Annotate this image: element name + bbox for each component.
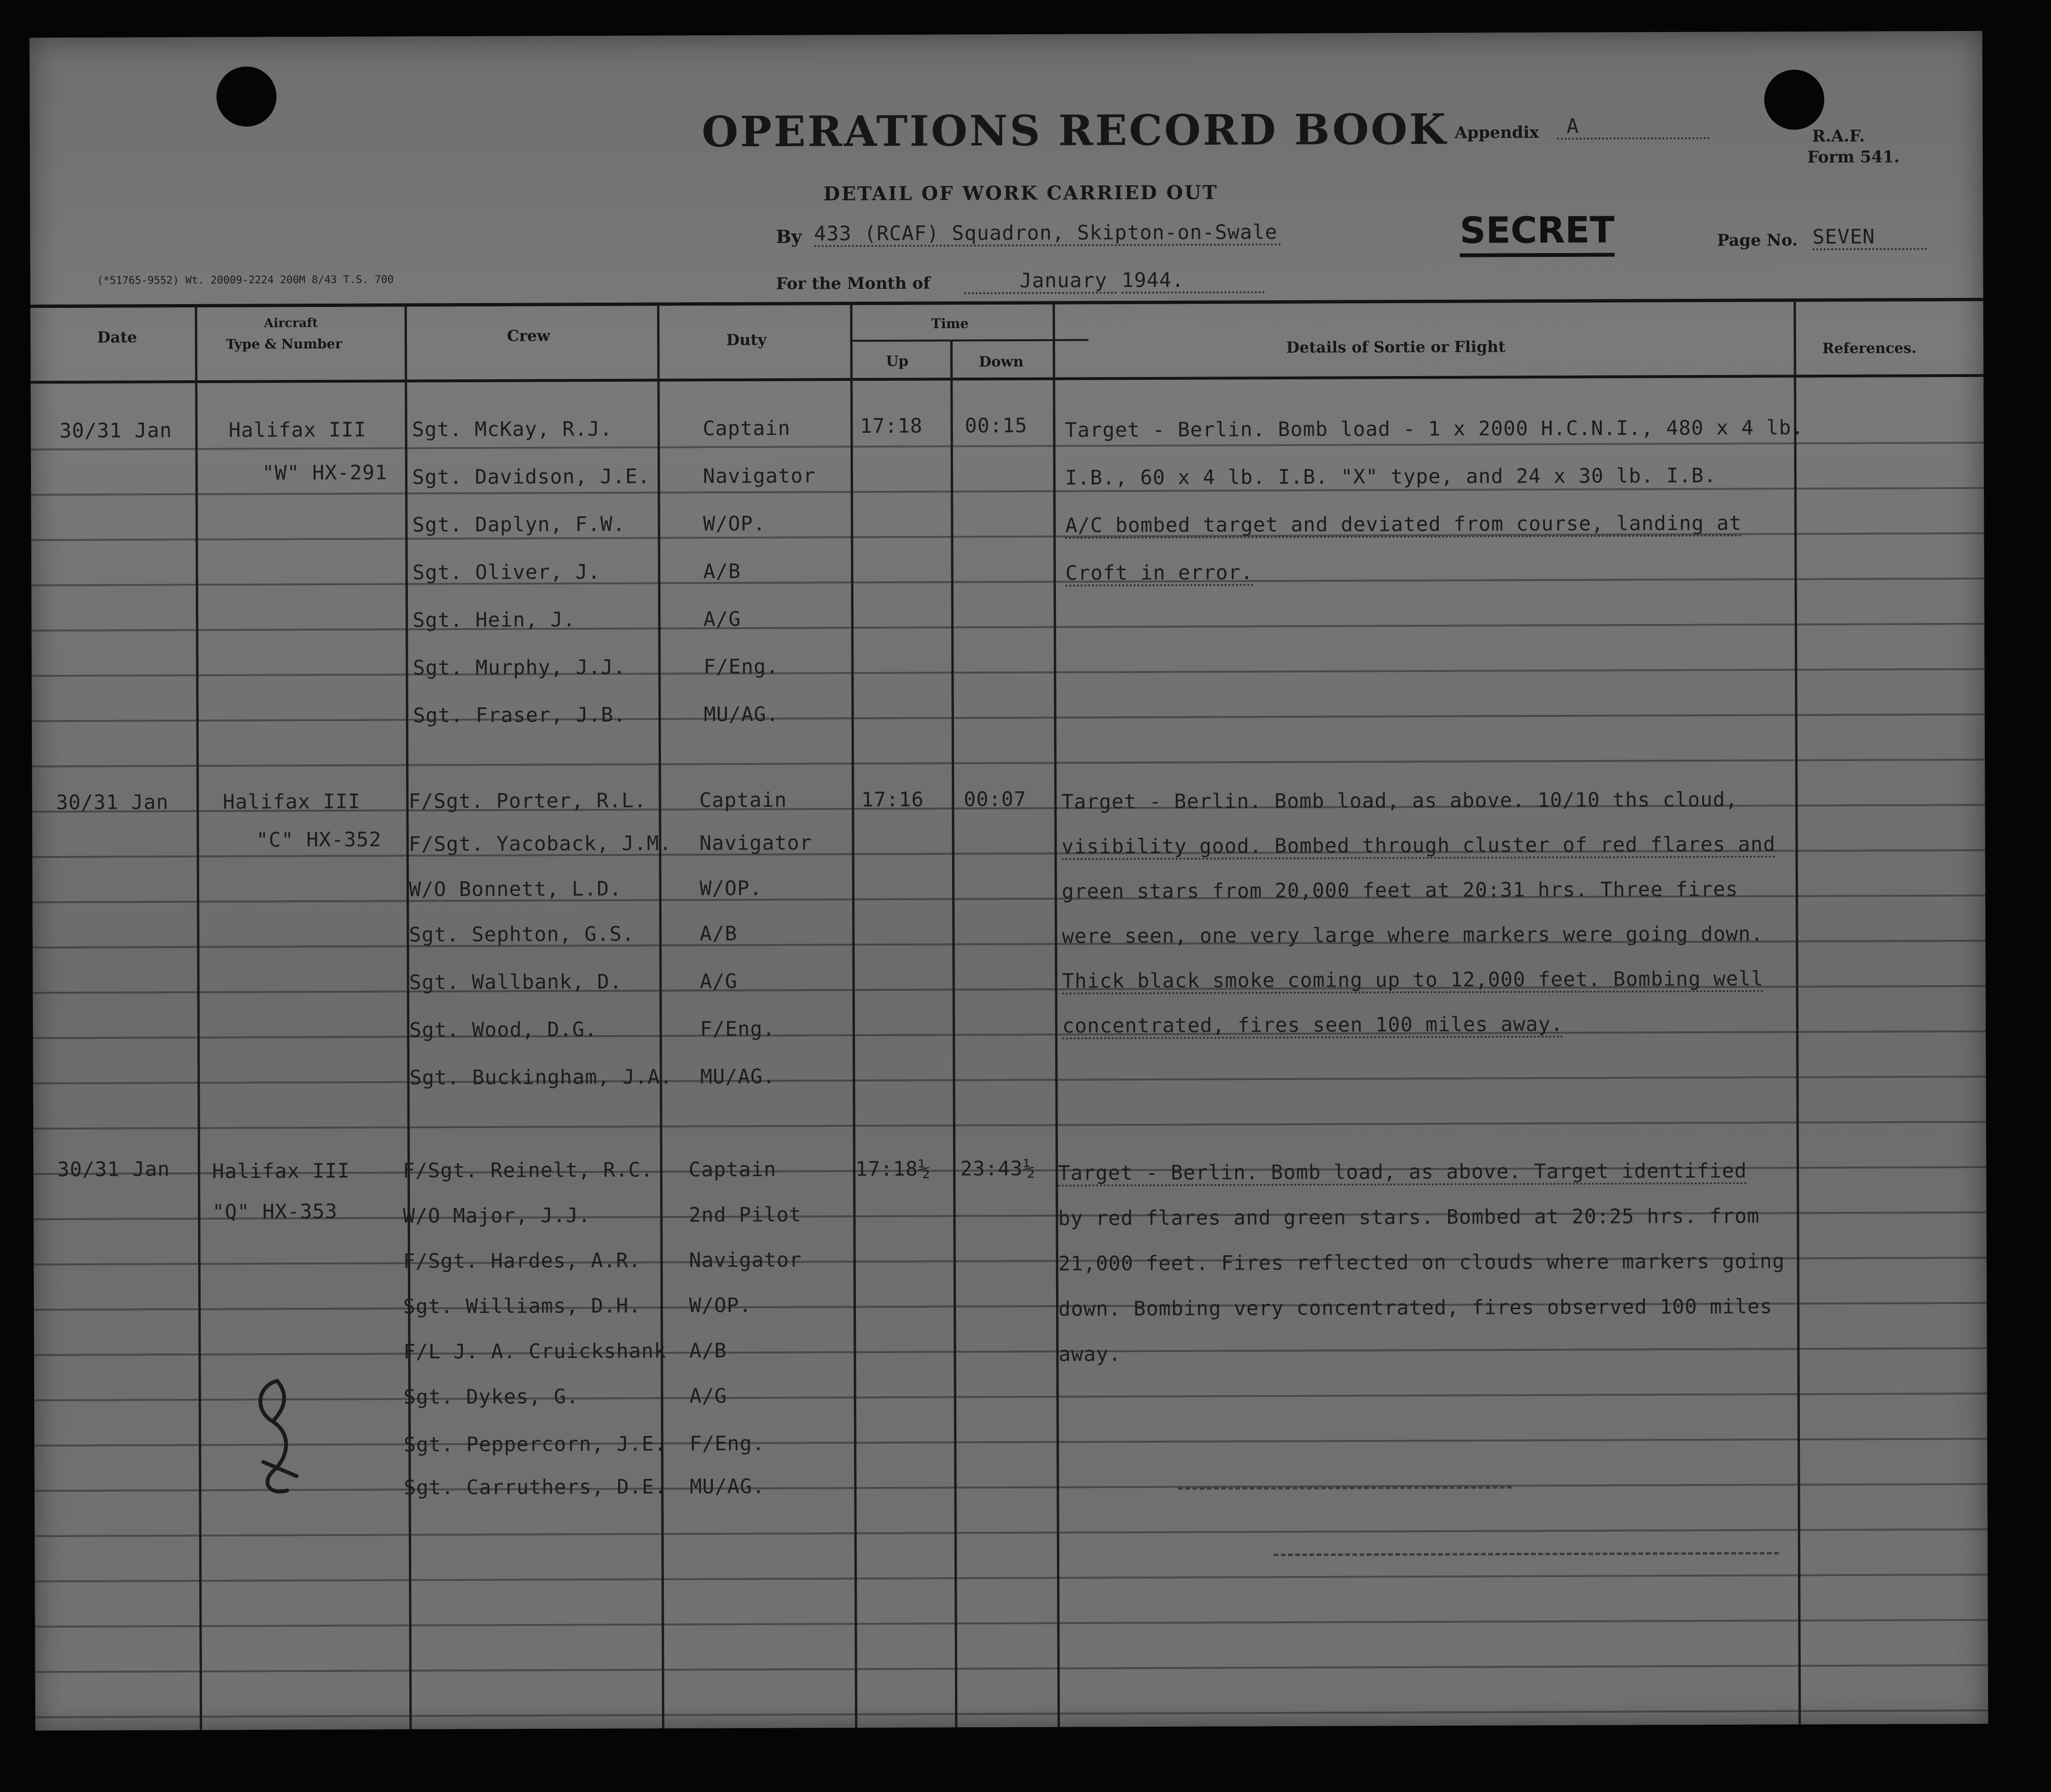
record-sheet (30, 31, 1988, 1731)
crew-duty: W/OP. (689, 1293, 752, 1317)
ruled-line (35, 1710, 1988, 1718)
ruled-line (33, 1030, 1986, 1039)
divider-date (195, 304, 202, 1730)
crew-duty: MU/AG. (690, 1474, 765, 1498)
table-top-rule (30, 298, 1983, 308)
ruled-line (32, 759, 1985, 767)
ruled-line (33, 1076, 1986, 1084)
sortie-date: 30/31 Jan (56, 790, 169, 814)
crew-duty: F/Eng. (690, 1431, 765, 1456)
details-line: I.B., 60 x 4 lb. I.B. "X" type, and 24 x 30 lb. I.B. (1065, 463, 1717, 489)
crew-name: F/Sgt. Yacoback, J.M. (408, 831, 672, 856)
divider-aircraft (405, 303, 412, 1729)
squadron-field: 433 (RCAF) Squadron, Skipton-on-Swale (814, 220, 1281, 247)
col-crew: Crew (507, 326, 550, 345)
crew-duty: A/B (703, 559, 741, 583)
crew-duty: W/OP. (699, 876, 762, 900)
divider-down (1053, 301, 1060, 1727)
time-down: 00:15 (965, 413, 1028, 438)
crew-name: Sgt. Murphy, J.J. (413, 655, 626, 680)
crew-name: W/O Major, J.J. (403, 1203, 591, 1228)
details-line: Target - Berlin. Bomb load, as above. Target identified (1058, 1159, 1747, 1187)
handwritten-initial-mark (244, 1376, 311, 1500)
details-line: 21,000 feet. Fires reflected on clouds where markers going (1058, 1249, 1785, 1275)
month-label: For the Month of (776, 274, 930, 294)
crew-name: F/Sgt. Hardes, A.R. (403, 1248, 641, 1273)
crew-name: F/Sgt. Porter, R.L. (408, 788, 647, 813)
page-subtitle: DETAIL OF WORK CARRIED OUT (823, 181, 1218, 205)
ruled-line (31, 442, 1984, 450)
crew-name: Sgt. Hein, J. (412, 608, 576, 632)
secret-stamp: SECRET (1460, 209, 1614, 257)
details-line: concentrated, fires seen 100 miles away. (1062, 1012, 1564, 1039)
time-up: 17:18 (860, 414, 923, 438)
crew-duty: A/B (689, 1339, 727, 1363)
ruled-line (31, 623, 1984, 631)
crew-name: F/L J. A. Cruickshank (403, 1339, 667, 1364)
crew-duty: MU/AG. (703, 702, 779, 726)
aircraft-number: "W" HX-291 (262, 460, 387, 485)
aircraft-type: Halifax III (228, 417, 366, 442)
ruled-line (35, 1664, 1988, 1673)
year-field: 1944. (1122, 268, 1265, 294)
crew-duty: MU/AG. (700, 1064, 776, 1089)
crew-name: Sgt. Oliver, J. (412, 560, 601, 584)
crew-name: Sgt. Buckingham, J.A. (409, 1065, 673, 1089)
crew-name: Sgt. Fraser, J.B. (413, 703, 626, 727)
col-time-up: Up (886, 353, 909, 370)
details-line: visibility good. Bombed through cluster of red flares and (1062, 832, 1776, 860)
page-number-field: SEVEN (1812, 224, 1927, 250)
crew-duty: Navigator (702, 464, 816, 488)
sortie-date: 30/31 Jan (59, 418, 173, 442)
aircraft-number: "Q" HX-353 (212, 1199, 338, 1223)
form-line-1: R.A.F. (1812, 126, 1865, 146)
details-line: A/C bombed target and deviated from course, landing at (1065, 511, 1742, 539)
crew-duty: A/B (700, 921, 738, 946)
col-aircraft-line1: Aircraft (264, 316, 318, 331)
by-label: By (776, 225, 802, 247)
col-aircraft-line2: Type & Number (226, 336, 343, 352)
details-line: Target - Berlin. Bomb load, as above. 10/10 ths cloud, (1061, 787, 1738, 814)
ruled-line (35, 1619, 1988, 1628)
details-line: Thick black smoke coming up to 12,000 feet. Bombing well (1062, 967, 1764, 994)
ruled-line (35, 1528, 1988, 1537)
details-line: green stars from 20,000 feet at 20:31 hrs. Three fires (1061, 877, 1738, 903)
ruled-line (33, 1121, 1986, 1130)
col-date: Date (97, 328, 137, 346)
details-line: down. Bombing very concentrated, fires observed 100 miles (1058, 1294, 1773, 1321)
crew-duty: Captain (702, 416, 791, 440)
dotted-trail (1178, 1486, 1512, 1489)
details-line: by red flares and green stars. Bombed at 20:25 hrs. from (1058, 1204, 1760, 1230)
crew-duty: 2nd Pilot (689, 1202, 802, 1227)
crew-duty: Captain (689, 1157, 777, 1181)
col-time: Time (931, 316, 969, 332)
ruled-line (34, 1438, 1987, 1446)
header-bottom-rule (30, 374, 1983, 384)
print-code: (*51765-9552) Wt. 20009-2224 200M 8/43 T.S. 700 (97, 274, 394, 287)
aircraft-type: Halifax III (212, 1159, 350, 1183)
crew-name: Sgt. Daplyn, F.W. (412, 512, 626, 537)
crew-name: F/Sgt. Reinelt, R.C. (403, 1158, 653, 1182)
ruled-line (34, 1347, 1987, 1356)
details-line: Croft in error. (1066, 560, 1253, 586)
crew-duty: A/G (689, 1384, 727, 1408)
crew-name: Sgt. Dykes, G. (403, 1385, 579, 1409)
time-up: 17:18½ (855, 1157, 931, 1181)
crew-name: Sgt. Davidson, J.E. (412, 464, 650, 489)
form-line-2: Form 541. (1807, 147, 1900, 167)
time-down: 00:07 (964, 787, 1026, 811)
ruled-line (31, 668, 1984, 677)
col-details: Details of Sortie or Flight (1286, 337, 1506, 356)
ruled-line (34, 1483, 1987, 1492)
crew-duty: Navigator (699, 831, 812, 855)
time-down: 23:43½ (960, 1156, 1036, 1181)
crew-name: Sgt. Wood, D.G. (409, 1018, 598, 1042)
crew-name: Sgt. Williams, D.H. (403, 1293, 641, 1318)
ruled-lines (30, 31, 1982, 38)
page-number-label: Page No. (1717, 231, 1798, 250)
crew-duty: A/G (700, 969, 738, 993)
ruled-line (31, 578, 1984, 586)
aircraft-type: Halifax III (223, 789, 361, 814)
ruled-line (35, 1574, 1988, 1582)
divider-details (1794, 298, 1801, 1724)
details-line: were seen, one very large where markers were going down. (1062, 922, 1764, 948)
crew-duty: A/G (703, 607, 741, 631)
page-title: OPERATIONS RECORD BOOK (701, 104, 1448, 157)
crew-name: Sgt. McKay, R.J. (412, 417, 613, 441)
month-field: January (965, 268, 1117, 294)
time-up: 17:16 (861, 787, 924, 812)
ruled-line (32, 713, 1985, 722)
col-duty: Duty (726, 330, 767, 349)
crew-duty: W/OP. (703, 511, 766, 536)
sortie-date: 30/31 Jan (57, 1157, 170, 1181)
appendix-field: A (1557, 114, 1709, 140)
crew-duty: Navigator (689, 1248, 802, 1272)
crew-duty: Captain (699, 788, 787, 812)
col-time-down: Down (979, 353, 1024, 371)
divider-duty (850, 302, 857, 1728)
crew-name: Sgt. Peppercorn, J.E. (404, 1432, 667, 1456)
details-line: away. (1058, 1342, 1121, 1366)
crew-name: Sgt. Carruthers, D.E. (404, 1475, 667, 1499)
aircraft-number: "C" HX-352 (256, 827, 382, 852)
crew-duty: F/Eng. (703, 654, 779, 679)
col-references: References. (1822, 340, 1917, 357)
punch-hole-left (216, 66, 276, 126)
crew-name: W/O Bonnett, L.D. (408, 876, 622, 901)
punch-hole-right (1764, 70, 1824, 130)
crew-duty: F/Eng. (700, 1017, 775, 1041)
ruled-line (31, 487, 1984, 496)
dotted-trail (1274, 1552, 1779, 1556)
crew-name: Sgt. Wallbank, D. (409, 969, 622, 994)
crew-name: Sgt. Sephton, G.S. (409, 922, 635, 947)
ruled-line (34, 1393, 1987, 1401)
appendix-label: Appendix (1454, 123, 1539, 143)
divider-crew (657, 303, 664, 1729)
details-line: Target - Berlin. Bomb load - 1 x 2000 H.C.N.I., 480 x 4 lb. (1065, 416, 1804, 442)
